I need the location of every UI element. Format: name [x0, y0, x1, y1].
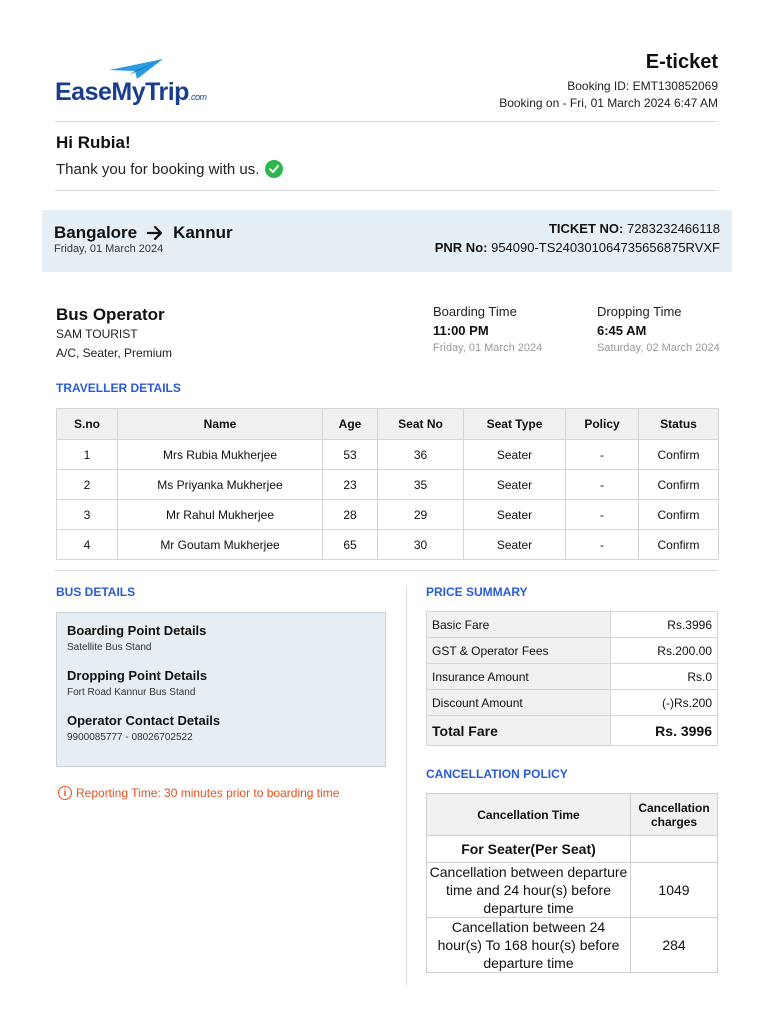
- column-divider: [406, 586, 407, 986]
- ticket-value: 7283232466118: [626, 221, 720, 236]
- cell-seat-type: Seater: [464, 470, 566, 500]
- dropping-point-value: Fort Road Kannur Bus Stand: [67, 687, 196, 698]
- cell-age: 23: [323, 470, 378, 500]
- cancellation-charge: 284: [631, 918, 718, 973]
- cell-policy: -: [566, 500, 639, 530]
- cell-status: Confirm: [639, 470, 719, 500]
- bus-details-box: [56, 612, 386, 767]
- price-row: [427, 664, 718, 690]
- cell-name: Ms Priyanka Mukherjee: [118, 470, 323, 500]
- table-row: [57, 500, 719, 530]
- col-status: Status: [639, 409, 719, 440]
- boarding-point-title: Boarding Point Details: [67, 623, 207, 638]
- cell-seat-no: 29: [378, 500, 464, 530]
- operator-name: SAM TOURIST: [56, 327, 138, 341]
- pnr-label: PNR No:: [434, 240, 488, 255]
- table-header-row: [57, 409, 719, 440]
- price-row: [427, 638, 718, 664]
- cell-seat-no: 35: [378, 470, 464, 500]
- cell-seat-no: 36: [378, 440, 464, 470]
- booking-id: Booking ID: EMT130852069: [567, 79, 718, 93]
- cell-status: Confirm: [639, 440, 719, 470]
- brand-logo: [55, 58, 207, 108]
- price-row: [427, 612, 718, 638]
- reporting-time-text: Reporting Time: 30 minutes prior to boarding time: [76, 786, 340, 800]
- booking-date: Booking on - Fri, 01 March 2024 6:47 AM: [499, 96, 718, 110]
- cell-policy: -: [566, 530, 639, 560]
- cancellation-table: [426, 793, 718, 973]
- cell-sno: 2: [57, 470, 118, 500]
- total-fare-label: Total Fare: [427, 716, 611, 746]
- col-seat-no: Seat No: [378, 409, 464, 440]
- price-value: Rs.200.00: [611, 638, 718, 664]
- ticket-label: TICKET NO:: [548, 221, 624, 236]
- price-summary-table: [426, 611, 718, 746]
- cell-seat-type: Seater: [464, 440, 566, 470]
- destination-city: Kannur: [173, 223, 233, 242]
- thank-you-text: Thank you for booking with us.: [56, 160, 260, 178]
- table-subheader-row: [427, 836, 718, 863]
- operator-contact-value: 9900085777 - 08026702522: [67, 732, 193, 743]
- cancellation-charge: 1049: [631, 863, 718, 918]
- price-value: Rs.0: [611, 664, 718, 690]
- col-cancellation-charges: Cancellation charges: [631, 794, 718, 836]
- dropping-point-title: Dropping Point Details: [67, 668, 208, 683]
- price-row: [427, 690, 718, 716]
- boarding-date: Friday, 01 March 2024: [433, 342, 543, 354]
- thank-you-message: [56, 160, 283, 178]
- operator-title: Bus Operator: [56, 305, 165, 324]
- col-name: Name: [118, 409, 323, 440]
- cell-sno: 4: [57, 530, 118, 560]
- table-row: [427, 918, 718, 973]
- logo-text: EaseMyTrip: [55, 78, 189, 106]
- divider: [55, 121, 718, 122]
- cell-sno: 3: [57, 500, 118, 530]
- bus-details-heading: BUS DETAILS: [56, 585, 136, 599]
- cell-seat-no: 30: [378, 530, 464, 560]
- price-label: Basic Fare: [427, 612, 611, 638]
- cell-sno: 1: [57, 440, 118, 470]
- col-cancellation-time: Cancellation Time: [427, 794, 631, 836]
- seat-type-subheading: For Seater(Per Seat): [427, 836, 631, 863]
- journey-date: Friday, 01 March 2024: [54, 243, 164, 255]
- traveller-table: [56, 408, 719, 560]
- col-policy: Policy: [566, 409, 639, 440]
- boarding-point-value: Satellite Bus Stand: [67, 642, 152, 653]
- reporting-time-notice: [58, 786, 339, 800]
- logo-suffix: .com: [188, 92, 207, 102]
- divider: [55, 190, 718, 191]
- dropping-date: Saturday, 02 March 2024: [597, 342, 720, 354]
- cell-status: Confirm: [639, 500, 719, 530]
- total-fare-row: [427, 716, 718, 746]
- boarding-time-label: Boarding Time: [433, 304, 517, 319]
- price-value: Rs.3996: [611, 612, 718, 638]
- total-fare-value: Rs. 3996: [611, 716, 718, 746]
- arrow-right-icon: [147, 226, 163, 240]
- cell-age: 65: [323, 530, 378, 560]
- col-age: Age: [323, 409, 378, 440]
- greeting: Hi Rubia!: [56, 133, 131, 152]
- table-row: [57, 440, 719, 470]
- price-summary-heading: PRICE SUMMARY: [426, 585, 528, 599]
- operator-contact-title: Operator Contact Details: [67, 713, 221, 728]
- table-row: [427, 863, 718, 918]
- boarding-time: 11:00 PM: [433, 323, 489, 338]
- cancellation-window: Cancellation between 24 hour(s) To 168 hour(s) before departure time: [427, 918, 631, 973]
- dropping-time: 6:45 AM: [597, 323, 647, 338]
- bus-type: A/C, Seater, Premium: [56, 346, 173, 360]
- cell-policy: -: [566, 470, 639, 500]
- cell-status: Confirm: [639, 530, 719, 560]
- route: [54, 223, 233, 243]
- table-row: [57, 470, 719, 500]
- table-header-row: [427, 794, 718, 836]
- plane-logo-icon: [107, 58, 165, 80]
- table-row: [57, 530, 719, 560]
- cell-age: 28: [323, 500, 378, 530]
- price-label: GST & Operator Fees: [427, 638, 611, 664]
- page-title: E-ticket: [645, 51, 718, 73]
- cell-name: Mr Goutam Mukherjee: [118, 530, 323, 560]
- cell-policy: -: [566, 440, 639, 470]
- cancellation-policy-heading: CANCELLATION POLICY: [426, 767, 568, 781]
- check-circle-icon: [265, 160, 283, 178]
- info-icon: i: [58, 786, 72, 800]
- section-divider: [55, 570, 718, 571]
- dropping-time-label: Dropping Time: [597, 304, 682, 319]
- traveller-details-heading: TRAVELLER DETAILS: [56, 381, 181, 395]
- col-sno: S.no: [57, 409, 118, 440]
- cell-name: Mr Rahul Mukherjee: [118, 500, 323, 530]
- ticket-number: [549, 221, 720, 236]
- cell-seat-type: Seater: [464, 530, 566, 560]
- empty-cell: [631, 836, 718, 863]
- price-label: Insurance Amount: [427, 664, 611, 690]
- price-value: (-)Rs.200: [611, 690, 718, 716]
- cell-age: 53: [323, 440, 378, 470]
- cell-seat-type: Seater: [464, 500, 566, 530]
- pnr-number: [435, 240, 720, 255]
- pnr-value: 954090-TS240301064735656875RVXF: [491, 240, 720, 255]
- cancellation-window: Cancellation between departure time and 24 hour(s) before departure time: [427, 863, 631, 918]
- cell-name: Mrs Rubia Mukherjee: [118, 440, 323, 470]
- col-seat-type: Seat Type: [464, 409, 566, 440]
- origin-city: Bangalore: [54, 223, 138, 242]
- price-label: Discount Amount: [427, 690, 611, 716]
